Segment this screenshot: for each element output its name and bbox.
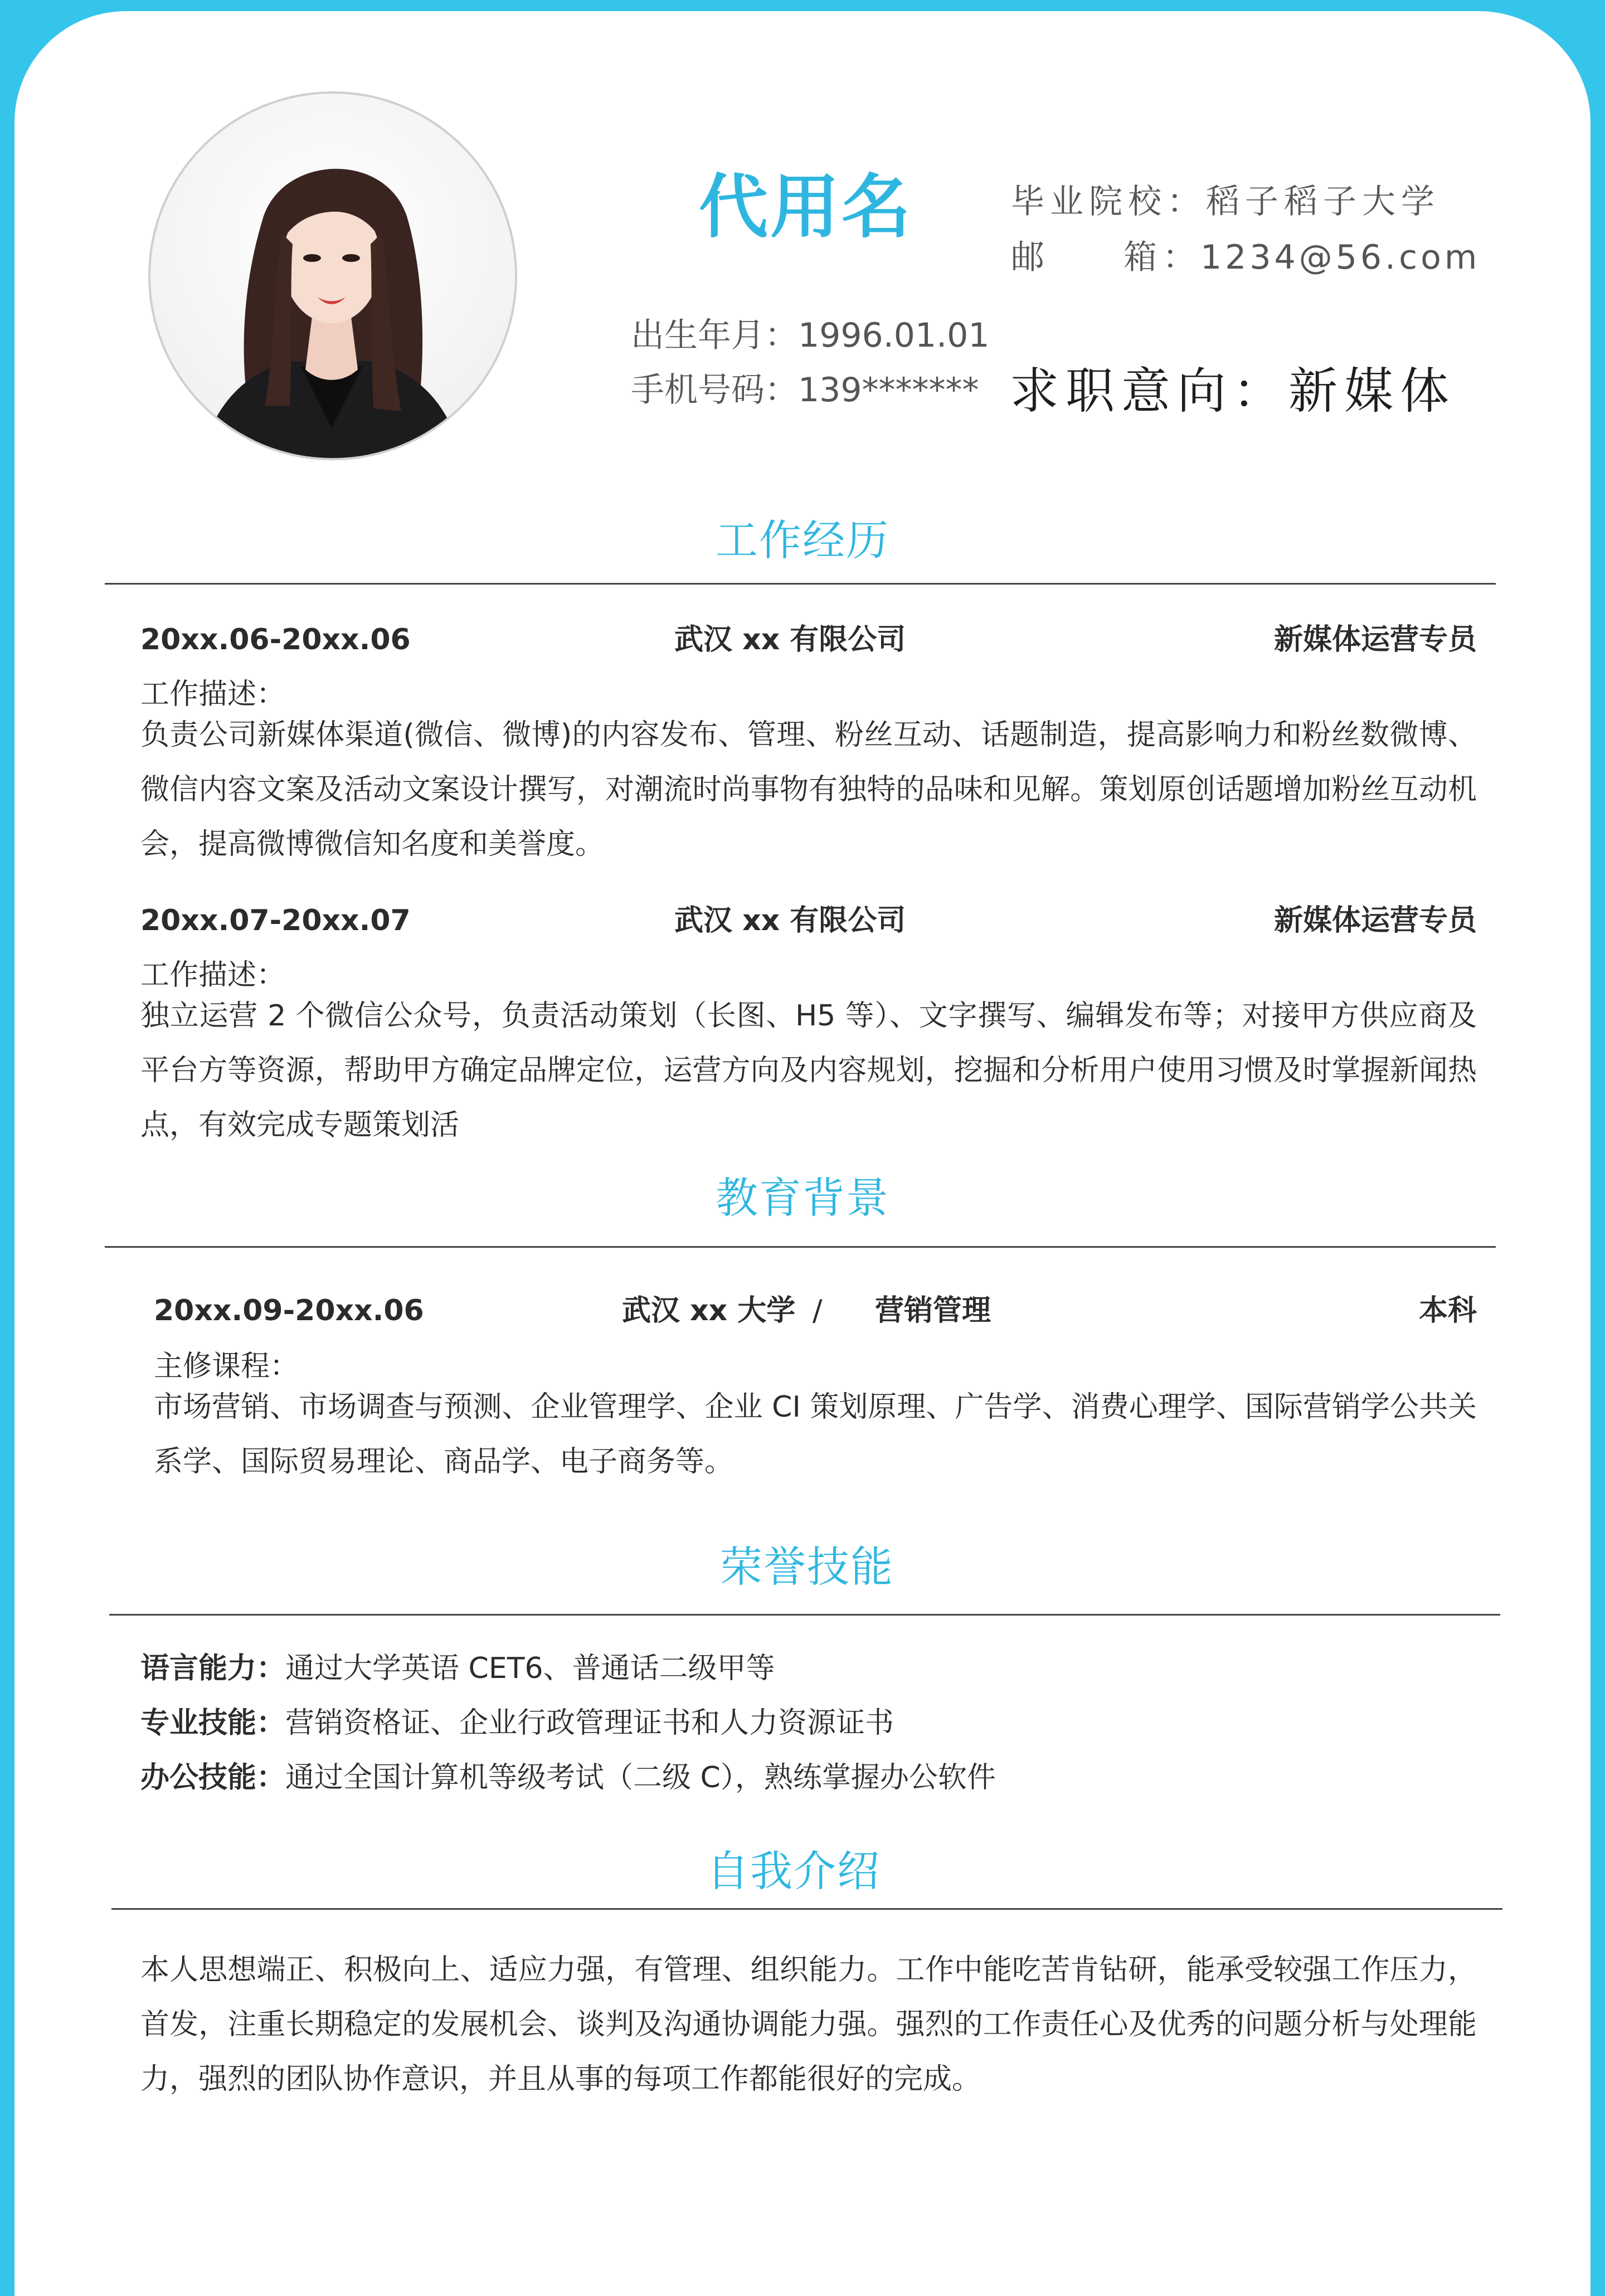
profile-photo: [148, 91, 517, 460]
work-1-role: 新媒体运营专员: [1273, 623, 1477, 656]
birth-date: 出生年月：1996.01.01: [631, 316, 990, 355]
candidate-name: 代用名: [698, 167, 913, 247]
email-label-2: 箱：: [1124, 238, 1202, 277]
about-text: 本人思想端正、积极向上、适应力强，有管理、组织能力。工作中能吃苦肯钻研，能承受较强工作压力，首发，注重长期稳定的发展机会、谈判及沟通协调能力强。强烈的工作责任心及优秀的问题分析与处理能力，强烈的团队协作意识，并且从事的每项工作都能很好的完成。: [140, 1953, 1477, 2096]
email-label-1: 邮: [1011, 238, 1050, 277]
skill-professional: [140, 1706, 894, 1740]
work-1-period: 20xx.06-20xx.06: [140, 623, 411, 656]
phone-number: 手机号码：139*******: [631, 371, 979, 410]
work-1-desc-label: 工作描述：: [140, 678, 286, 711]
resume-page: [14, 11, 1591, 2296]
divider-education: [105, 1246, 1496, 1248]
skill-language: [140, 1654, 775, 1683]
graduate-school: 毕业院校：稻子稻子大学: [1011, 182, 1440, 221]
work-2-description: 独立运营 2 个微信公众号，负责活动策划（长图、H5 等）、文字撰写、编辑发布等；对接甲方供应商及平台方等资源，帮助甲方确定品牌定位，运营方向及内容规划，挖掘和分析用户使用习惯及时掌握新闻热点，有效完成专题策划活: [140, 999, 1477, 1142]
section-title-about: 自我介绍: [707, 1846, 881, 1896]
work-2-role: 新媒体运营专员: [1273, 904, 1477, 937]
skill-office: [140, 1763, 996, 1792]
skill-language-label: 语言能力：: [140, 1652, 286, 1685]
divider-work: [105, 583, 1496, 585]
work-1-description: 负责公司新媒体渠道(微信、微博)的内容发布、管理、粉丝互动、话题制造，提高影响力和粉丝数微博、微信内容文案及活动文案设计撰写，对潮流时尚事物有独特的品味和见解。策划原创话题增加粉丝互动机会，提高微博微信知名度和美誉度。: [140, 718, 1477, 861]
edu-separator: /: [813, 1294, 823, 1327]
portrait-illustration: [150, 94, 515, 458]
edu-period: 20xx.09-20xx.06: [154, 1294, 424, 1327]
skill-professional-label: 专业技能：: [140, 1706, 286, 1740]
divider-skills: [109, 1614, 1500, 1616]
section-title-skills: 荣誉技能: [720, 1542, 894, 1592]
section-title-work: 工作经历: [716, 515, 889, 565]
section-title-education: 教育背景: [716, 1173, 889, 1223]
edu-degree: 本科: [1418, 1294, 1477, 1327]
job-intent: 求职意向：新媒体: [1010, 362, 1456, 420]
work-2-company: 武汉 xx 有限公司: [674, 904, 906, 937]
divider-about: [111, 1908, 1502, 1910]
edu-courses-label: 主修课程：: [154, 1350, 299, 1383]
edu-courses: 市场营销、市场调查与预测、企业管理学、企业 CI 策划原理、广告学、消费心理学、国际营销学公共关系学、国际贸易理论、商品学、电子商务等。: [154, 1390, 1477, 1478]
skill-office-label: 办公技能：: [140, 1761, 286, 1794]
skill-language-value: 通过大学英语 CET6、普通话二级甲等: [285, 1652, 775, 1685]
work-2-desc-label: 工作描述：: [140, 959, 286, 992]
skill-professional-value: 营销资格证、企业行政管理证书和人力资源证书: [285, 1706, 894, 1740]
work-1-company: 武汉 xx 有限公司: [674, 623, 906, 656]
work-2-period: 20xx.07-20xx.07: [140, 904, 411, 937]
email-address: 1234@56.com: [1200, 238, 1481, 277]
edu-school: 武汉 xx 大学: [622, 1294, 796, 1327]
edu-major: 营销管理: [875, 1294, 991, 1327]
skill-office-value: 通过全国计算机等级考试（二级 C），熟练掌握办公软件: [285, 1761, 996, 1794]
